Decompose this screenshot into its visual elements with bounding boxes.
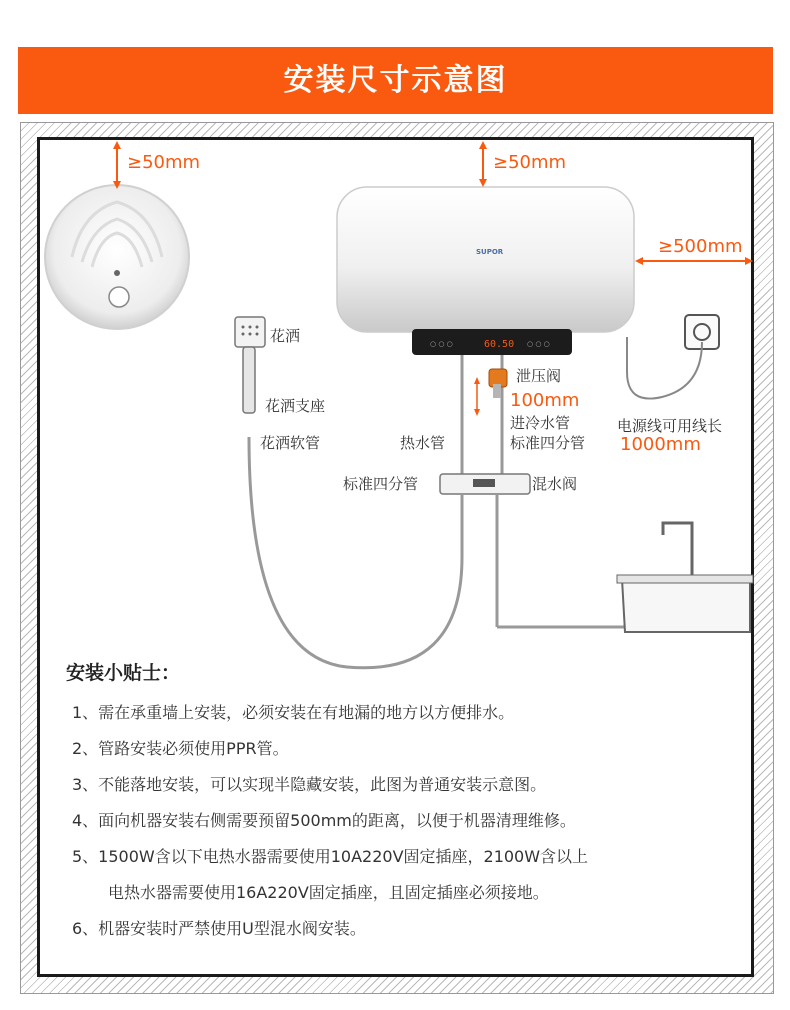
tip-item: 4、面向机器安装右侧需要预留500mm的距离，以便于机器清理维修。 bbox=[72, 811, 576, 830]
title-banner bbox=[18, 47, 773, 114]
tips-title: 安装小贴士： bbox=[66, 662, 181, 684]
page-title: 安装尺寸示意图 bbox=[283, 63, 508, 98]
pressure-relief-valve bbox=[489, 369, 507, 398]
tip-item: 电热水器需要使用16A220V固定插座，且固定插座必须接地。 bbox=[108, 883, 549, 902]
left-top-clearance-label: ≥50mm bbox=[127, 152, 201, 173]
standard-pipe-right-label: 标准四分管 bbox=[510, 434, 586, 452]
svg-text:○ ○ ○: ○ ○ ○ bbox=[527, 340, 550, 348]
cable-length-label: 1000mm bbox=[620, 434, 701, 455]
top-clearance-arrow bbox=[479, 141, 487, 187]
shower-hose-label: 花洒软管 bbox=[260, 434, 321, 452]
shower-holder-label: 花洒支座 bbox=[265, 397, 326, 415]
tip-item: 2、管路安装必须使用PPR管。 bbox=[72, 739, 289, 758]
heater-side-view bbox=[45, 185, 189, 329]
installation-diagram bbox=[37, 137, 754, 677]
mixing-valve bbox=[440, 474, 530, 494]
tip-item: 3、不能落地安装，可以实现半隐藏安装，此图为普通安装示意图。 bbox=[72, 775, 547, 794]
brand-logo: SUPOR bbox=[476, 248, 504, 256]
shower-assembly bbox=[235, 317, 265, 413]
water-heater-tank bbox=[337, 187, 634, 355]
right-clearance-label: ≥500mm bbox=[658, 236, 743, 257]
mixing-valve-label: 混水阀 bbox=[532, 475, 578, 493]
svg-text:60.50: 60.50 bbox=[484, 339, 515, 350]
shower-head-label: 花洒 bbox=[270, 327, 301, 345]
standard-pipe-bottom-label: 标准四分管 bbox=[343, 475, 419, 493]
tip-item: 6、机器安装时严禁使用U型混水阀安装。 bbox=[72, 919, 366, 938]
right-clearance-arrow bbox=[635, 257, 753, 265]
tip-item: 5、1500W含以下电热水器需要使用10A220V固定插座，2100W含以上 bbox=[72, 847, 589, 866]
power-socket bbox=[627, 315, 719, 399]
valve-distance-arrow bbox=[474, 377, 480, 416]
sink bbox=[617, 523, 753, 632]
left-top-clearance-arrow bbox=[113, 141, 121, 189]
top-clearance-label: ≥50mm bbox=[493, 152, 567, 173]
tip-item: 1、需在承重墙上安装，必须安装在有地漏的地方以方便排水。 bbox=[72, 703, 515, 722]
svg-text:○ ○ ○: ○ ○ ○ bbox=[430, 340, 453, 348]
valve-distance-label: 100mm bbox=[510, 390, 580, 411]
hot-pipe-label: 热水管 bbox=[400, 434, 446, 452]
power-cable-label: 电源线可用线长 bbox=[617, 417, 723, 435]
relief-valve-label: 泄压阀 bbox=[516, 367, 562, 385]
shower-hose-line bbox=[249, 437, 462, 668]
cold-pipe-label: 进冷水管 bbox=[510, 414, 571, 432]
